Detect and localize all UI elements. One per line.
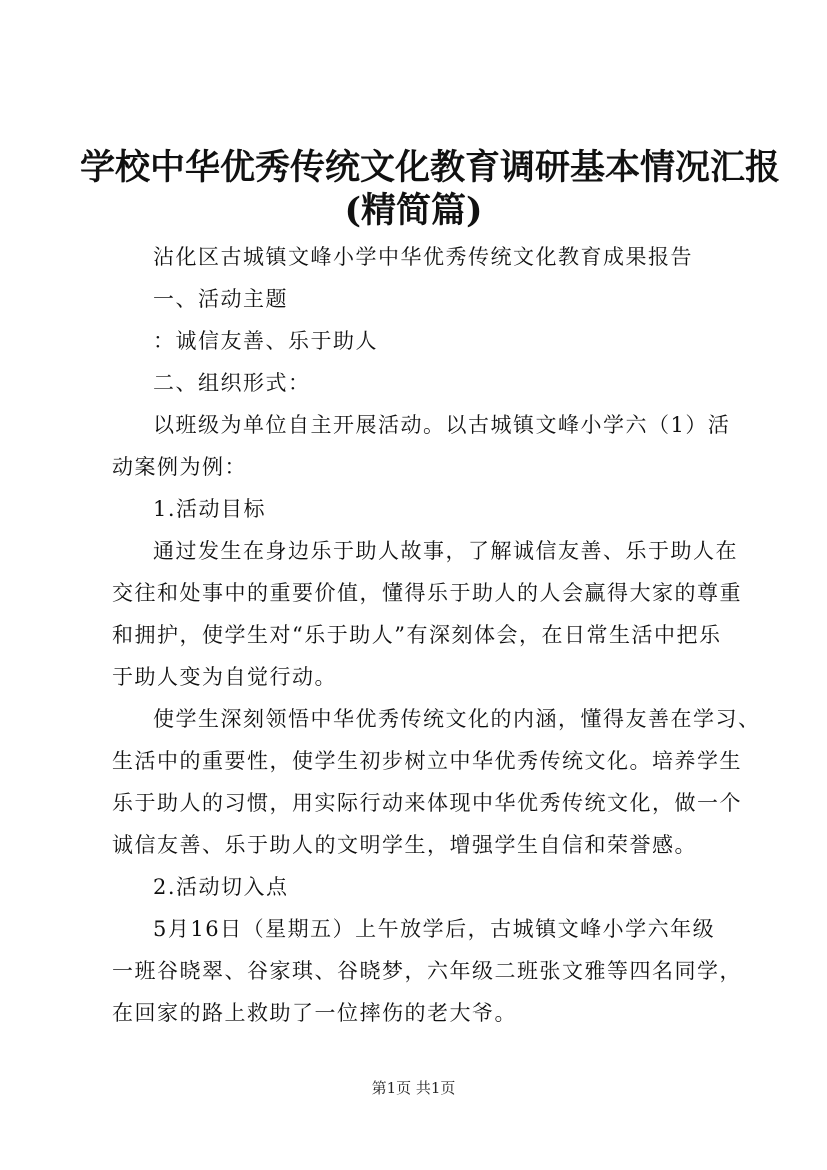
subsection-heading: 1.活动目标 — [153, 497, 267, 521]
paragraph-line: 5月16日（星期五）上午放学后，古城镇文峰小学六年级 — [153, 917, 716, 941]
page-number-footer: 第1页 共1页 — [371, 1079, 456, 1097]
section-heading: 一、活动主题 — [153, 287, 288, 311]
subsection-heading: 2.活动切入点 — [153, 875, 289, 899]
paragraph-line: 乐于助人的习惯，用实际行动来体现中华优秀传统文化，做一个 — [112, 791, 742, 815]
paragraph-line: 通过发生在身边乐于助人故事，了解诚信友善、乐于助人在 — [153, 539, 738, 563]
paragraph-line: 和拥护，使学生对“乐于助人”有深刻体会，在日常生活中把乐 — [112, 623, 722, 647]
paragraph-line: 于助人变为自觉行动。 — [112, 665, 337, 689]
section-heading: 二、组织形式： — [153, 371, 311, 395]
paragraph-line: 使学生深刻领悟中华优秀传统文化的内涵，懂得友善在学习、 — [153, 707, 761, 731]
paragraph-line: 生活中的重要性，使学生初步树立中华优秀传统文化。培养学生 — [112, 749, 742, 773]
paragraph-line: 一班谷晓翠、谷家琪、谷晓梦，六年级二班张文雅等四名同学， — [112, 959, 742, 983]
document-title: 学校中华优秀传统文化教育调研基本情况汇报 — [80, 147, 781, 188]
paragraph-line: 诚信友善、乐于助人的文明学生，增强学生自信和荣誉感。 — [112, 833, 697, 857]
report-heading: 沾化区古城镇文峰小学中华优秀传统文化教育成果报告 — [153, 245, 693, 269]
paragraph-line: 动案例为例： — [112, 455, 247, 479]
document-subtitle: (精简篇) — [344, 190, 483, 231]
paragraph-line: 在回家的路上救助了一位摔伤的老大爷。 — [112, 1001, 517, 1025]
paragraph-line: ：诚信友善、乐于助人 — [153, 329, 378, 353]
paragraph-line: 交往和处事中的重要价值，懂得乐于助人的人会赢得大家的尊重 — [112, 581, 742, 605]
paragraph-line: 以班级为单位自主开展活动。以古城镇文峰小学六（1）活 — [153, 413, 731, 437]
